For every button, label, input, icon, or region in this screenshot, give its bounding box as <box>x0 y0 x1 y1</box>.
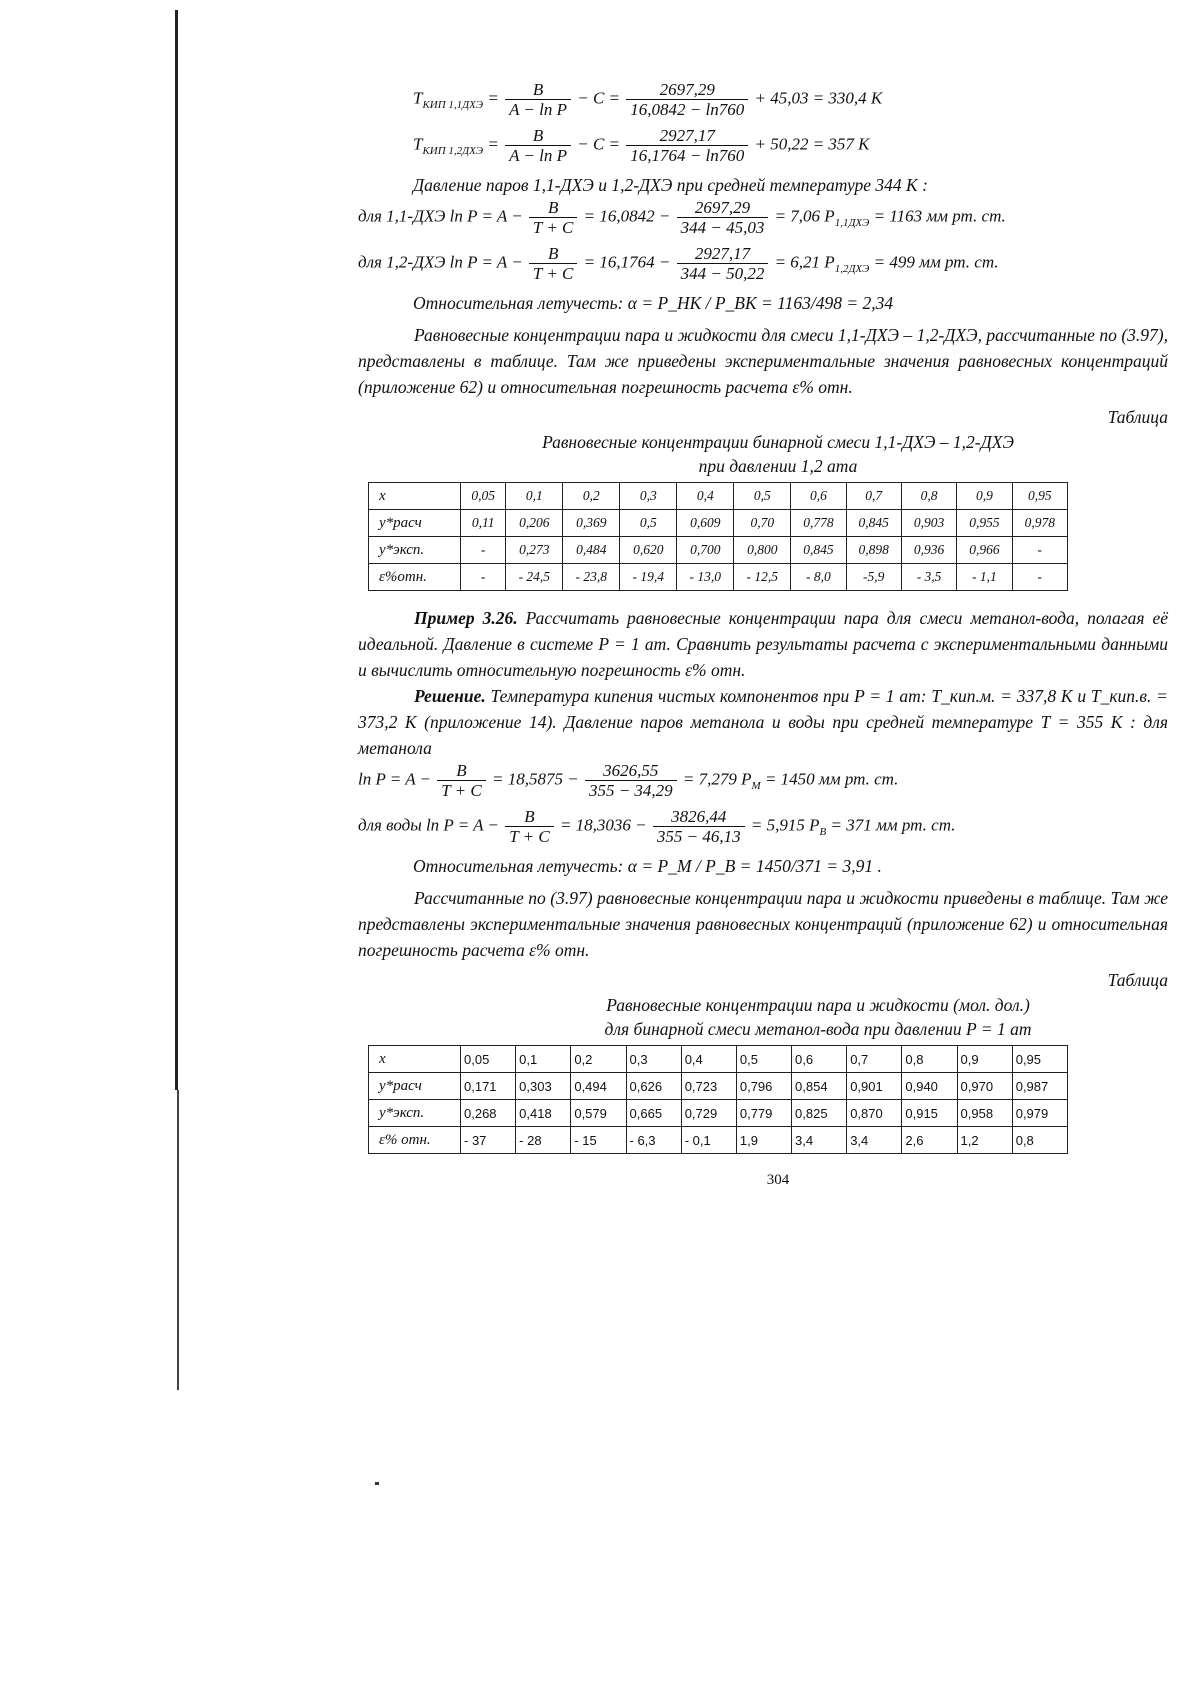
table-cell: 0,966 <box>957 537 1012 564</box>
table-2 <box>368 1045 1068 1154</box>
table-cell: 0,8 <box>902 1046 957 1073</box>
table-cell: 0,171 <box>461 1073 516 1100</box>
fraction-num: 2927,17 <box>677 244 769 264</box>
table-cell: - 13,0 <box>677 564 734 591</box>
formula-mid: = 16,0842 − <box>583 206 671 226</box>
formula-sub: M <box>751 779 761 792</box>
fraction-num: 3826,44 <box>653 807 745 827</box>
table-cell: 0,369 <box>563 510 620 537</box>
paragraph-1: Равновесные концентрации пара и жидкости для смеси 1,1-ДХЭ – 1,2-ДХЭ, рассчитанные по (3.97), представлены в таблице. Там же приведены экспериментальные значения равновесных концентраций (приложение 62) и относительная погрешность расчета ε% отн. <box>358 325 1168 397</box>
table-cell: 0,6 <box>792 1046 847 1073</box>
table-cell: 0,9 <box>957 1046 1012 1073</box>
fraction-num: B <box>505 807 553 827</box>
fraction <box>585 761 677 800</box>
formula-lead: для 1,2-ДХЭ ln P = A − <box>358 252 523 272</box>
table-cell: 0,273 <box>506 537 563 564</box>
table-cell: 0,778 <box>791 510 846 537</box>
table-cell: 0,484 <box>563 537 620 564</box>
table-cell: 0,4 <box>681 1046 736 1073</box>
table-cell: 0,8 <box>901 483 956 510</box>
table-cell: 0,729 <box>681 1100 736 1127</box>
table-cell: 0,2 <box>571 1046 626 1073</box>
fraction <box>626 80 748 119</box>
table-2-label: Таблица <box>1107 970 1168 990</box>
fraction-den: 16,0842 − ln760 <box>630 100 745 119</box>
table-row <box>369 1046 1068 1073</box>
formula-sub: КИП 1,2ДХЭ <box>422 144 484 157</box>
formula-tail: = 7,06 P <box>774 206 835 226</box>
table-cell: 0,7 <box>846 483 901 510</box>
fraction-num: B <box>529 198 577 218</box>
volatility-line-2: Относительная летучесть: α = P_М / P_В = 1450/371 = 3,91 . <box>413 856 882 876</box>
fraction <box>677 244 769 283</box>
table-cell: 0,958 <box>957 1100 1012 1127</box>
table-cell: 0,95 <box>1012 483 1067 510</box>
formula-tail: = 6,21 P <box>774 252 835 272</box>
formula-lhs: T <box>413 88 423 108</box>
fraction-num: B <box>505 80 571 100</box>
table-cell: 0,05 <box>461 1046 516 1073</box>
table-cell: 0,723 <box>681 1073 736 1100</box>
table-cell: 3,4 <box>847 1127 902 1154</box>
fraction-den: 16,1764 − ln760 <box>630 146 745 165</box>
table-cell: - 8,0 <box>791 564 846 591</box>
table-row-header: y*расч <box>369 1073 461 1100</box>
formula-tail: + 45,03 = 330,4 K <box>754 88 883 108</box>
table-2-caption-2: для бинарной смеси метанол-вода при давлении P = 1 ат <box>604 1019 1032 1039</box>
table-cell: 0,979 <box>1012 1100 1067 1127</box>
formula-lhs: T <box>413 134 423 154</box>
fraction <box>505 126 571 165</box>
page-number: 304 <box>766 1172 790 1188</box>
fraction-den: T + C <box>532 218 574 237</box>
table-cell: 0,579 <box>571 1100 626 1127</box>
fraction <box>437 761 485 800</box>
table-cell: 3,4 <box>792 1127 847 1154</box>
table-cell: 0,936 <box>901 537 956 564</box>
table-row <box>369 564 1068 591</box>
table-cell: - <box>461 537 506 564</box>
table-cell: 0,626 <box>626 1073 681 1100</box>
table-cell: 0,7 <box>847 1046 902 1073</box>
table-cell: 0,620 <box>620 537 677 564</box>
table-2-caption-1: Равновесные концентрации пара и жидкости (мол. дол.) <box>606 995 1030 1015</box>
table-cell: 0,4 <box>677 483 734 510</box>
fraction <box>529 198 577 237</box>
table-cell: - 0,1 <box>681 1127 736 1154</box>
table-cell: 0,870 <box>847 1100 902 1127</box>
table-row-header: ε%отн. <box>369 564 461 591</box>
table-row <box>369 1100 1068 1127</box>
table-cell: - <box>461 564 506 591</box>
table-1-caption-2: при давлении 1,2 ата <box>698 456 858 476</box>
table-cell: 0,955 <box>957 510 1012 537</box>
table-row <box>369 1127 1068 1154</box>
table-cell: 0,978 <box>1012 510 1067 537</box>
formula-mid: − C = <box>577 134 621 154</box>
table-cell: 0,70 <box>734 510 791 537</box>
table-cell: 0,05 <box>461 483 506 510</box>
table-row-header: y*расч <box>369 510 461 537</box>
table-cell: - <box>1012 537 1067 564</box>
table-row <box>369 483 1068 510</box>
table-cell: 0,665 <box>626 1100 681 1127</box>
table-cell: - 19,4 <box>620 564 677 591</box>
table-cell: 0,494 <box>571 1073 626 1100</box>
table-cell: 0,796 <box>736 1073 791 1100</box>
table-cell: 2,6 <box>902 1127 957 1154</box>
formula-tail: = 7,279 P <box>682 769 752 789</box>
fraction-num: B <box>505 126 571 146</box>
fraction-num: B <box>437 761 485 781</box>
table-cell: 0,915 <box>902 1100 957 1127</box>
table-cell: 0,903 <box>901 510 956 537</box>
solution-paragraph <box>358 683 1168 761</box>
table-cell: 0,940 <box>902 1073 957 1100</box>
table-cell: 0,779 <box>736 1100 791 1127</box>
fraction <box>677 198 769 237</box>
table-cell: 0,854 <box>792 1073 847 1100</box>
pressure-intro: Давление паров 1,1-ДХЭ и 1,2-ДХЭ при средней температуре 344 K : <box>413 175 928 195</box>
formula-end: = 499 мм рт. ст. <box>873 252 999 272</box>
formula-sub: КИП 1,1ДХЭ <box>422 98 484 111</box>
table-cell: - 1,1 <box>957 564 1012 591</box>
fraction-num: B <box>529 244 577 264</box>
table-cell: 0,303 <box>516 1073 571 1100</box>
formula-mid: = 18,5875 − <box>491 769 579 789</box>
solution-title: Решение. <box>414 686 486 706</box>
table-cell: 0,901 <box>847 1073 902 1100</box>
paragraph-2: Рассчитанные по (3.97) равновесные концентрации пара и жидкости приведены в таблице. Там же представлены экспериментальные значения равновесных концентраций (приложение 62) и относительная погрешность расчета ε% отн. <box>358 888 1168 960</box>
table-cell: 1,9 <box>736 1127 791 1154</box>
formula-water <box>358 807 1168 853</box>
example-text: Рассчитать равновесные концентрации пара для смеси метанол-вода, полагая её идеальной. Давление в системе P = 1 ат. Сравнить результаты расчета с экспериментальными данными и вычислить относительную погрешность ε% отн. <box>358 608 1169 680</box>
table-cell: -5,9 <box>846 564 901 591</box>
table-cell: - 23,8 <box>563 564 620 591</box>
fraction-num: 3626,55 <box>585 761 677 781</box>
table-cell: 0,987 <box>1012 1073 1067 1100</box>
fraction <box>653 807 745 846</box>
fraction-num: 2697,29 <box>677 198 769 218</box>
fraction-den: T + C <box>441 781 482 800</box>
formula-mid: − C = <box>577 88 621 108</box>
table-cell: 0,206 <box>506 510 563 537</box>
table-cell: 0,5 <box>620 510 677 537</box>
fraction-den: T + C <box>509 827 550 846</box>
formula-pressure-11dce <box>358 198 1168 244</box>
table-cell: - 3,5 <box>901 564 956 591</box>
formula-pressure-12dce <box>358 244 1168 290</box>
fraction-den: 344 − 45,03 <box>680 218 765 237</box>
formula-boiling-12dce: $T_{КИП 1,2ДХЭ}$ = $\frac{B}{\text{A − ln P}}$ − C = $\frac{2927,17}{16,1764 - \ln 760}$ + 50,22 = 357 K <box>413 126 870 165</box>
fraction-den: 355 − 46,13 <box>656 827 741 846</box>
formula-sub: B <box>819 825 827 838</box>
fraction <box>505 807 553 846</box>
table-cell: 0,3 <box>620 483 677 510</box>
table-cell: 0,845 <box>791 537 846 564</box>
fraction <box>529 244 577 283</box>
volatility-line-1: Относительная летучесть: α = P_НК / P_ВК = 1163/498 = 2,34 <box>413 293 894 313</box>
formula-lead: для воды ln P = A − <box>358 815 499 835</box>
formula-boiling-11dce: $T_{КИП 1,1ДХЭ}$ = $\frac{B}{\text{A − ln P}}$ − C = $\frac{2697,29}{16,0842 - \ln 760}$ + 45,03 = 330,4 K <box>413 80 883 119</box>
formula-lead: ln P = A − <box>358 769 432 789</box>
table-row-header: x <box>369 483 461 510</box>
table-cell: 0,845 <box>846 510 901 537</box>
fraction-den: 355 − 34,29 <box>588 781 673 800</box>
formula-sub: 1,1ДХЭ <box>834 216 870 229</box>
formula-methanol <box>358 761 1168 807</box>
solution-text: Температура кипения чистых компонентов при P = 1 ат: T_кип.м. = 337,8 K и T_кип.в. = 373,2 K (приложение 14). Давление паров метанола и воды при средней температуре T = 355 K : для метанола <box>358 686 1168 758</box>
document-page <box>358 80 1169 1214</box>
fraction <box>505 80 571 119</box>
table-cell: - 15 <box>571 1127 626 1154</box>
formula-mid: = 16,1764 − <box>583 252 671 272</box>
fraction-den: T + C <box>532 264 574 283</box>
fraction-den: A − ln P <box>509 100 567 119</box>
table-cell: 0,898 <box>846 537 901 564</box>
table-cell: - 6,3 <box>626 1127 681 1154</box>
table-cell: 0,9 <box>957 483 1012 510</box>
table-1-caption-1: Равновесные концентрации бинарной смеси 1,1-ДХЭ – 1,2-ДХЭ <box>542 432 1014 452</box>
table-cell: 0,1 <box>506 483 563 510</box>
table-cell: 0,418 <box>516 1100 571 1127</box>
table-cell: 0,5 <box>734 483 791 510</box>
table-cell: 1,2 <box>957 1127 1012 1154</box>
table-cell: 0,6 <box>791 483 846 510</box>
fraction-num: 2927,17 <box>626 126 748 146</box>
table-row-header: x <box>369 1046 461 1073</box>
table-cell: 0,95 <box>1012 1046 1067 1073</box>
fraction-den: 344 − 50,22 <box>680 264 765 283</box>
table-cell: 0,700 <box>677 537 734 564</box>
table-row-header: y*эксп. <box>369 1100 461 1127</box>
scan-binding-edge <box>175 10 178 1090</box>
table-row <box>369 1073 1068 1100</box>
table-cell: 0,11 <box>461 510 506 537</box>
table-cell: 0,609 <box>677 510 734 537</box>
formula-end: = 371 мм рт. ст. <box>830 815 956 835</box>
table-cell: - <box>1012 564 1067 591</box>
example-title: Пример 3.26. <box>414 608 518 628</box>
scan-binding-edge-lower <box>177 1090 179 1390</box>
table-cell: - 37 <box>461 1127 516 1154</box>
formula-end: = 1450 мм рт. ст. <box>764 769 899 789</box>
formula-end: = 1163 мм рт. ст. <box>873 206 1006 226</box>
table-1-label: Таблица <box>1107 407 1168 427</box>
table-cell: - 12,5 <box>734 564 791 591</box>
table-cell: 0,5 <box>736 1046 791 1073</box>
table-row <box>369 537 1068 564</box>
table-cell: 0,3 <box>626 1046 681 1073</box>
fraction <box>626 126 748 165</box>
table-1 <box>368 482 1068 591</box>
table-cell: 0,800 <box>734 537 791 564</box>
formula-tail: = 5,915 P <box>750 815 820 835</box>
table-cell: - 24,5 <box>506 564 563 591</box>
table-cell: 0,8 <box>1012 1127 1067 1154</box>
scan-speck <box>375 1482 379 1485</box>
table-cell: - 28 <box>516 1127 571 1154</box>
table-cell: 0,825 <box>792 1100 847 1127</box>
formula-tail: + 50,22 = 357 K <box>754 134 870 154</box>
table-row <box>369 510 1068 537</box>
table-row-header: ε% отн. <box>369 1127 461 1154</box>
table-cell: 0,268 <box>461 1100 516 1127</box>
table-row-header: y*эксп. <box>369 537 461 564</box>
table-cell: 0,2 <box>563 483 620 510</box>
table-cell: 0,1 <box>516 1046 571 1073</box>
fraction-den: A − ln P <box>509 146 567 165</box>
formula-mid: = 18,3036 − <box>559 815 647 835</box>
formula-lead: для 1,1-ДХЭ ln P = A − <box>358 206 523 226</box>
table-cell: 0,970 <box>957 1073 1012 1100</box>
fraction-num: 2697,29 <box>626 80 748 100</box>
example-paragraph <box>358 605 1168 683</box>
formula-sub: 1,2ДХЭ <box>834 262 870 275</box>
